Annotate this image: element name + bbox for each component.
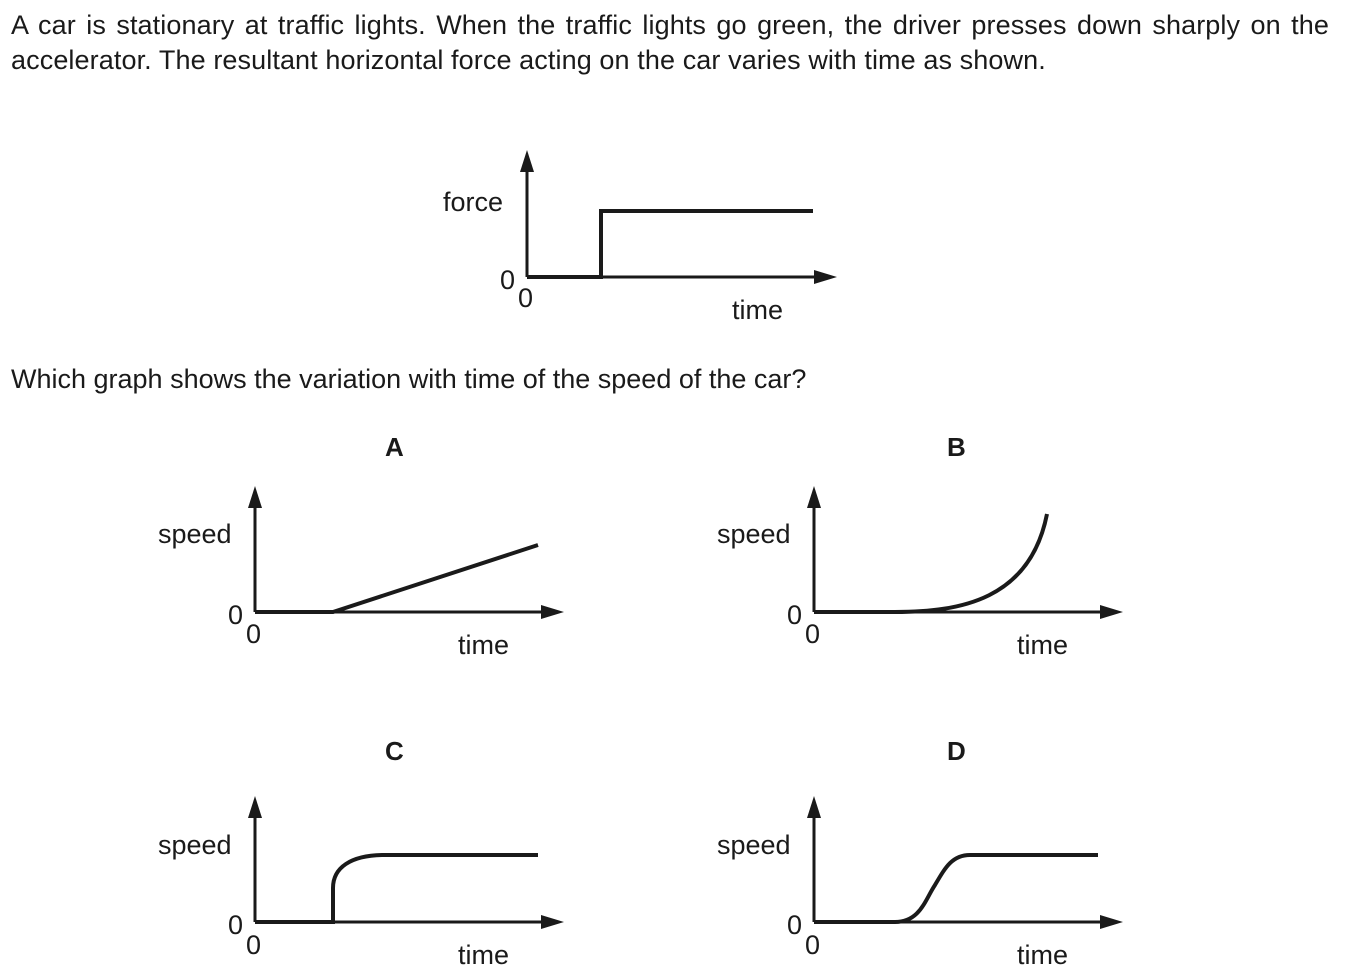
option-a-origin-y: 0 <box>228 600 244 630</box>
option-b-speed-curve <box>814 514 1047 612</box>
option-a-origin-x: 0 <box>246 619 262 649</box>
option-d-y-arrowhead <box>807 796 821 818</box>
option-c-origin-y: 0 <box>228 910 244 940</box>
option-d-x-arrowhead <box>1100 915 1123 929</box>
option-b-graph <box>717 432 1123 660</box>
question-intro: A car is stationary at traffic lights. When the traffic lights go green, the driver presses down sharply on the accelerator. The resultant horizontal force acting on the car varies with time as shown. <box>11 10 1329 75</box>
option-a-y-arrowhead <box>248 486 262 508</box>
force-step-line <box>527 211 813 277</box>
option-c-xlabel: time <box>458 940 510 970</box>
force-origin-y: 0 <box>500 265 516 295</box>
option-b-y-arrowhead <box>807 486 821 508</box>
option-b-letter: B <box>947 432 966 462</box>
option-c-letter: C <box>385 736 404 766</box>
force-graph <box>443 150 837 325</box>
force-xlabel: time <box>732 295 784 325</box>
option-c-x-arrowhead <box>541 915 564 929</box>
option-a-xlabel: time <box>458 630 510 660</box>
option-d-origin-y: 0 <box>787 910 803 940</box>
option-b-origin-y: 0 <box>787 600 803 630</box>
force-ylabel: force <box>443 187 504 217</box>
option-c-y-arrowhead <box>248 796 262 818</box>
option-d-letter: D <box>947 736 966 766</box>
option-a-speed-curve <box>255 545 538 612</box>
option-d-speed-curve <box>814 855 1098 922</box>
option-c-origin-x: 0 <box>246 930 262 960</box>
force-origin-x: 0 <box>518 283 534 313</box>
option-b-xlabel: time <box>1017 630 1069 660</box>
option-a-letter: A <box>385 432 404 462</box>
option-d-graph <box>717 736 1123 970</box>
option-b-origin-x: 0 <box>805 619 821 649</box>
force-x-arrowhead <box>814 270 837 284</box>
option-a-ylabel: speed <box>158 519 232 549</box>
option-d-ylabel: speed <box>717 830 791 860</box>
option-c-speed-curve <box>255 855 538 922</box>
option-a-x-arrowhead <box>541 605 564 619</box>
option-b-x-arrowhead <box>1100 605 1123 619</box>
force-y-arrowhead <box>520 150 534 172</box>
option-d-xlabel: time <box>1017 940 1069 970</box>
question-prompt: Which graph shows the variation with time of the speed of the car? <box>11 364 807 394</box>
option-b-ylabel: speed <box>717 519 791 549</box>
option-c-ylabel: speed <box>158 830 232 860</box>
option-d-origin-x: 0 <box>805 930 821 960</box>
option-c-graph <box>158 736 564 970</box>
option-a-graph <box>158 432 564 660</box>
